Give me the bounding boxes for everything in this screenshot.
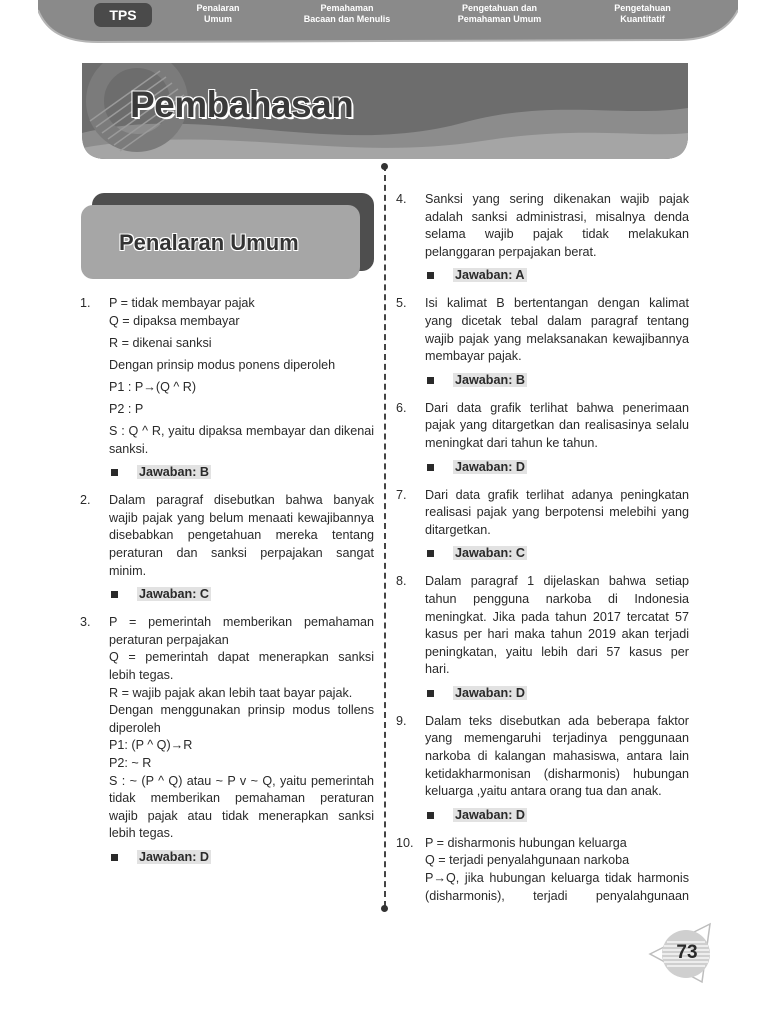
square-bullet-icon — [111, 854, 118, 861]
item-line: Q = dipaksa membayar — [109, 313, 240, 328]
item-line: Dalam paragraf 1 dijelaskan bahwa setiap — [425, 574, 689, 589]
item-number: 9. — [396, 713, 407, 728]
square-bullet-icon — [111, 469, 118, 476]
item-line: R = dikenai sanksi — [109, 335, 212, 350]
tab-pengetahuan-kuantitatif[interactable] — [605, 3, 680, 25]
item-line: ketidakharmonisan (disharmonis) hubungan — [425, 766, 689, 781]
item-line: peraturan perpajakan — [109, 632, 229, 647]
item-line: yang dicetak tebal dalam paragraf tentang — [425, 313, 689, 328]
item-line: Isi kalimat B bertentangan dengan kalimat — [425, 296, 689, 311]
answer-item-3 — [80, 614, 374, 867]
answer-key — [109, 464, 374, 482]
answer-item-7 — [396, 487, 689, 564]
item-line: membayar pajak. — [425, 349, 522, 364]
item-line: P2: ~ R — [109, 755, 152, 770]
tab-label-line1: Pengetahuan dan — [461, 3, 537, 13]
square-bullet-icon — [427, 550, 434, 557]
item-line: hari. — [425, 662, 450, 677]
item-line: Dalam teks disebutkan ada beberapa faktor — [425, 713, 689, 728]
square-bullet-icon — [427, 272, 434, 279]
answer-item-2 — [80, 492, 374, 604]
answer-label: Jawaban: D — [455, 459, 525, 474]
answer-item-5 — [396, 295, 689, 389]
item-line: diperoleh — [109, 720, 161, 735]
answer-label: Jawaban: A — [455, 268, 525, 283]
item-line: pajak yang ditargetkan dan realisasinya selalu — [425, 418, 689, 433]
item-number: 5. — [396, 296, 407, 311]
item-line: (disharmonis), terjadi penyalahgunaan — [425, 888, 689, 903]
item-line: peningkatan, yaitu lebih dari 57 kasus per — [425, 644, 689, 659]
square-bullet-icon — [427, 812, 434, 819]
square-bullet-icon — [111, 591, 118, 598]
tps-badge[interactable]: TPS — [94, 3, 152, 27]
answer-key — [425, 545, 689, 563]
divider-bottom-dot — [381, 905, 388, 912]
answer-key — [425, 459, 689, 477]
tab-label-line2: Kuantitatif — [620, 14, 665, 24]
item-line: sanksi. — [109, 441, 149, 456]
left-column — [80, 295, 374, 877]
item-line: P = pemerintah memberikan pemahaman — [109, 615, 374, 630]
item-line: wajib pajak yang belum menaati kewajibannya — [109, 510, 374, 525]
answer-key — [425, 685, 689, 703]
item-line: Q = pemerintah dapat menerapkan sanksi — [109, 650, 374, 665]
item-line: Dengan menggunakan prinsip modus tollens — [109, 703, 374, 718]
item-line: selama wajib pajak tidak melakukan — [425, 227, 689, 242]
answer-label: Jawaban: D — [455, 807, 525, 822]
item-line: Dalam paragraf disebutkan bahwa banyak — [109, 493, 374, 508]
item-line: disebabkan pengetahuan mereka tentang — [109, 528, 374, 543]
item-number: 4. — [396, 192, 407, 206]
item-line: S : ~ (P ^ Q) atau ~ P v ~ Q, yaitu pemerintah — [109, 773, 374, 788]
item-line: keluarga ,yaitu antara orang tua dan anak. — [425, 784, 662, 799]
tab-label-line1: Penalaran — [196, 3, 240, 13]
item-number: 1. — [80, 296, 91, 310]
tab-label-line1: Pengetahuan — [614, 3, 671, 13]
item-number: 3. — [80, 615, 91, 630]
item-line: wajib pajak atau tidak menerapkan sanksi — [109, 808, 374, 823]
item-line: R = wajib pajak akan lebih taat bayar pajak. — [109, 685, 353, 700]
answer-key — [109, 849, 374, 867]
item-line: P2 : P — [109, 401, 144, 416]
square-bullet-icon — [427, 377, 434, 384]
answer-label: Jawaban: D — [139, 849, 209, 864]
item-line: minim. — [109, 563, 147, 578]
divider-top-dot — [381, 163, 388, 170]
item-number: 8. — [396, 574, 407, 589]
square-bullet-icon — [427, 690, 434, 697]
page-title: Pembahasan — [130, 84, 354, 125]
item-line: Sanksi yang sering dikenakan wajib pajak — [425, 192, 689, 206]
square-bullet-icon — [427, 464, 434, 471]
item-line: lebih tegas. — [109, 668, 174, 682]
section-title: Penalaran Umum — [119, 230, 299, 255]
tab-pengetahuan-umum[interactable] — [447, 3, 552, 25]
item-line: tidak memberikan pemahaman peraturan — [109, 791, 374, 806]
item-line: meningkat dari tahun ke tahun. — [425, 435, 598, 450]
item-number: 10. — [396, 835, 414, 850]
answer-key — [109, 586, 374, 604]
item-number: 7. — [396, 487, 407, 502]
right-column — [396, 191, 689, 915]
item-line: narkoba di kalangan mahasiswa, antara lain — [425, 749, 689, 764]
answer-label: Jawaban: C — [455, 546, 525, 561]
tab-label-line2: Umum — [203, 14, 232, 24]
item-line: wajib pajak yang melaksanakan kewajibannya — [425, 331, 689, 346]
item-line: yang memengaruhi terjadinya penggunaan — [425, 731, 689, 746]
item-line: Dengan prinsip modus ponens diperoleh — [109, 357, 336, 372]
item-line: pelanggaran perpajakan berat. — [425, 244, 597, 259]
answer-item-8 — [396, 573, 689, 703]
item-line: P1: (P ^ Q)→R — [109, 738, 193, 753]
item-line: Dari data grafik terlihat bahwa penerimaan — [425, 400, 689, 415]
item-line: P = disharmonis hubungan keluarga — [425, 835, 627, 850]
item-line: P = tidak membayar pajak — [109, 296, 255, 310]
item-number: 6. — [396, 400, 407, 415]
item-line: adalah sanksi administrasi, misalnya denda — [425, 209, 689, 224]
item-line: lebih tegas. — [109, 826, 174, 841]
tab-penalaran-umum[interactable] — [188, 3, 248, 25]
item-line: peraturan dan sanksi perpajakan sangat — [109, 546, 374, 561]
answer-item-10 — [396, 835, 689, 905]
item-line: Dari data grafik terlihat adanya peningkatan — [425, 487, 689, 502]
answer-key — [425, 807, 689, 825]
answer-label: Jawaban: C — [139, 587, 209, 602]
tab-label-line2: Pemahaman Umum — [457, 14, 542, 24]
tab-label-line1: Pemahaman — [320, 3, 374, 13]
answer-label: Jawaban: D — [455, 685, 525, 700]
answer-item-6 — [396, 400, 689, 477]
item-line: ditargetkan. — [425, 522, 491, 537]
tab-label-line2: Bacaan dan Menulis — [303, 14, 391, 24]
answer-key — [425, 267, 689, 285]
answer-key — [425, 372, 689, 390]
item-line: S : Q ^ R, yaitu dipaksa membayar dan dikenai — [109, 424, 374, 439]
column-divider — [384, 165, 386, 907]
item-line: P1 : P→(Q ^ R) — [109, 379, 197, 394]
answer-item-9 — [396, 713, 689, 825]
item-line: tahun pengguna narkoba di Indonesia — [425, 591, 689, 606]
answer-item-4 — [396, 191, 689, 285]
item-line: realisasi pajak yang berpotensi melebihi yang — [425, 505, 689, 520]
answer-item-1 — [80, 295, 374, 482]
answer-label: Jawaban: B — [455, 372, 525, 387]
item-line: Q = terjadi penyalahgunaan narkoba — [425, 853, 630, 868]
item-line: meningkat. Jika pada tahun 2017 tercatat 57 — [425, 609, 689, 624]
tab-pemahaman-bacaan[interactable] — [292, 3, 402, 25]
item-number: 2. — [80, 493, 91, 508]
item-line: kasus per hari maka tahun 2019 akan terjadi — [425, 627, 689, 642]
item-line: P→Q, jika hubungan keluarga tidak harmonis — [425, 871, 689, 886]
page-number: 73 — [676, 942, 698, 963]
answer-label: Jawaban: B — [139, 465, 209, 480]
